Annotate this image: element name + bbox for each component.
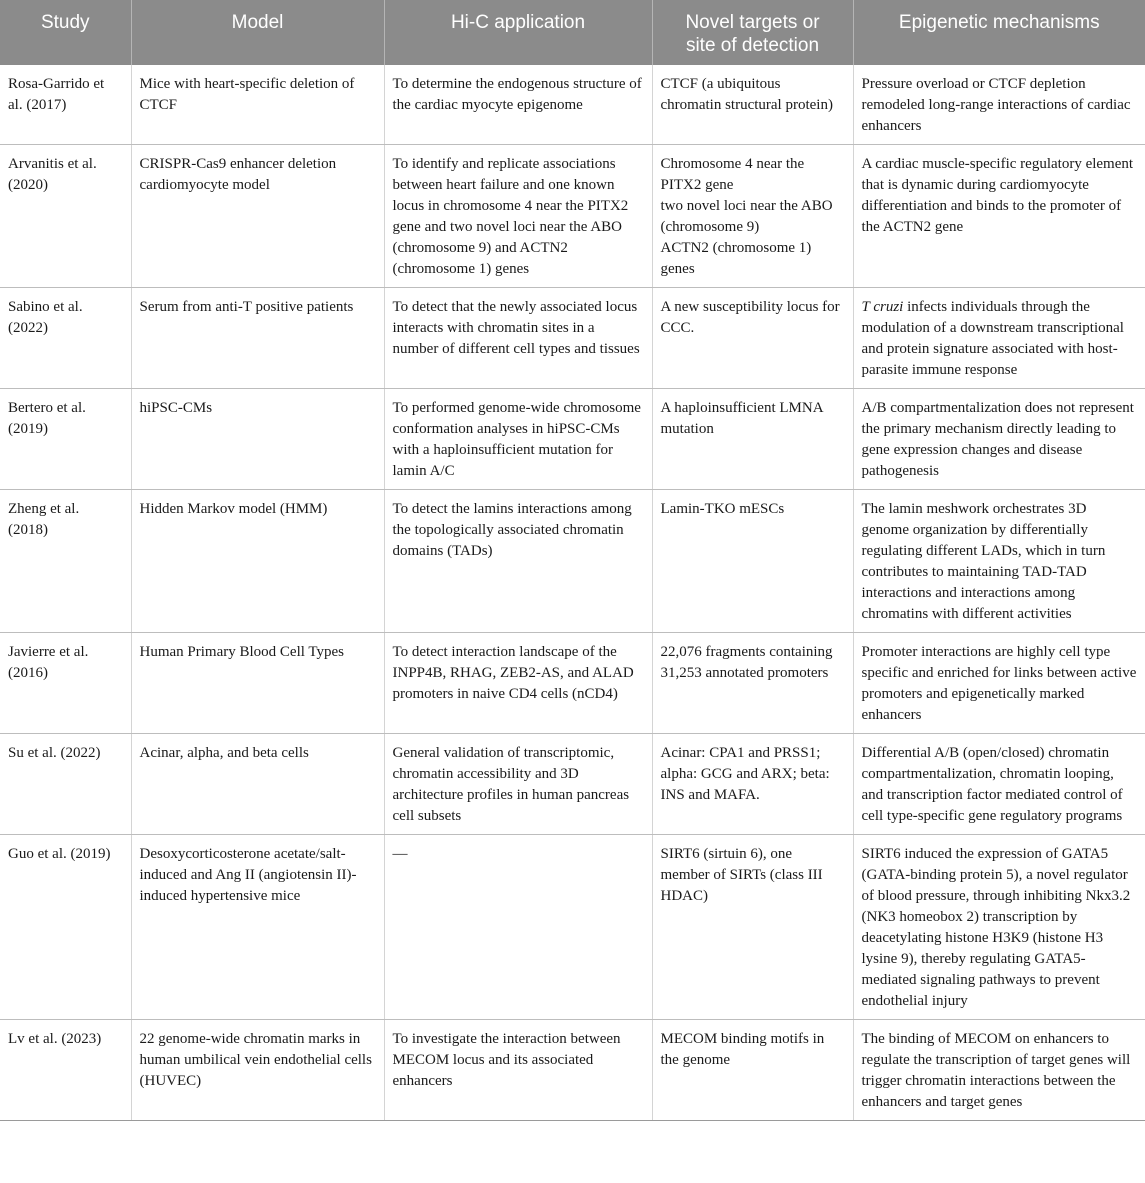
cell-targets: [652, 1020, 853, 1121]
cell-model: 22 genome-wide chromatin marks in human umbilical vein endothelial cells (HUVEC): [131, 1020, 384, 1121]
target-line: Acinar: CPA1 and PRSS1; alpha: GCG and ARX; beta: INS and MAFA.: [660, 745, 830, 803]
table-row: [0, 734, 1145, 835]
target-line: 22,076 fragments containing 31,253 annotated promoters: [660, 644, 833, 681]
cell-study: Rosa-Garrido et al. (2017): [0, 65, 131, 145]
cell-mechanisms: Promoter interactions are highly cell type specific and enriched for links between active promoters and epigenetically marked enhancers: [853, 633, 1145, 734]
header-epigenetic-mechanisms: Epigenetic mechanisms: [853, 0, 1145, 65]
header-novel-targets: [652, 0, 853, 65]
cell-mechanisms: Pressure overload or CTCF depletion remodeled long-range interactions of cardiac enhancers: [853, 65, 1145, 145]
cell-study: Su et al. (2022): [0, 734, 131, 835]
cell-application: To performed genome-wide chromosome conformation analyses in hiPSC-CMs with a haploinsufficient mutation for lamin A/C: [384, 389, 652, 490]
cell-targets: [652, 145, 853, 288]
table-row: [0, 1020, 1145, 1121]
cell-model: Mice with heart-specific deletion of CTCF: [131, 65, 384, 145]
target-line: SIRT6 (sirtuin 6), one member of SIRTs (class III HDAC): [660, 846, 823, 904]
header-hic-application: Hi-C application: [384, 0, 652, 65]
table-row: [0, 633, 1145, 734]
table-row: [0, 65, 1145, 145]
header-model: Model: [131, 0, 384, 65]
table-row: [0, 288, 1145, 389]
cell-targets: [652, 288, 853, 389]
target-line: two novel loci near the ABO (chromosome 9): [660, 198, 833, 235]
cell-model: Acinar, alpha, and beta cells: [131, 734, 384, 835]
cell-mechanisms: The lamin meshwork orchestrates 3D genome organization by differentially regulating different LADs, which in turn contributes to maintaining TAD-TAD interactions and interactions among chromatins with different activities: [853, 490, 1145, 633]
cell-mechanisms: SIRT6 induced the expression of GATA5 (GATA-binding protein 5), a novel regulator of blood pressure, through inhibiting Nkx3.2 (NK3 homeobox 2) transcription by deacetylating histone H3K9 (histone H3 lysine 9), thereby regulating GATA5-mediated signaling pathways to prevent endothelial injury: [853, 835, 1145, 1020]
cell-application: General validation of transcriptomic, chromatin accessibility and 3D architecture profiles in human pancreas cell subsets: [384, 734, 652, 835]
cell-model: Hidden Markov model (HMM): [131, 490, 384, 633]
cell-targets: [652, 835, 853, 1020]
cell-mechanisms: The binding of MECOM on enhancers to regulate the transcription of target genes will trigger chromatin interactions between the enhancers and target genes: [853, 1020, 1145, 1121]
cell-study: Bertero et al. (2019): [0, 389, 131, 490]
mechanism-text: infects individuals through the modulation of a downstream transcriptional and protein signature associated with host-parasite immune response: [861, 299, 1124, 378]
cell-study: Zheng et al. (2018): [0, 490, 131, 633]
species-name: T cruzi: [861, 299, 904, 315]
cell-model: CRISPR-Cas9 enhancer deletion cardiomyocyte model: [131, 145, 384, 288]
cell-mechanisms: Differential A/B (open/closed) chromatin compartmentalization, chromatin looping, and transcription factor mediated control of cell type-specific gene regulatory programs: [853, 734, 1145, 835]
target-line: MECOM binding motifs in the genome: [660, 1031, 825, 1068]
cell-model: hiPSC-CMs: [131, 389, 384, 490]
target-line: ACTN2 (chromosome 1) genes: [660, 240, 812, 277]
cell-application: To detect interaction landscape of the INPP4B, RHAG, ZEB2-AS, and ALAD promoters in naive CD4 cells (nCD4): [384, 633, 652, 734]
cell-model: Human Primary Blood Cell Types: [131, 633, 384, 734]
cell-targets: [652, 389, 853, 490]
header-novel-targets-line: site of detection: [685, 35, 820, 56]
cell-targets: [652, 65, 853, 145]
target-line: Lamin-TKO mESCs: [660, 501, 785, 517]
cell-mechanisms: [853, 288, 1145, 389]
cell-application: —: [384, 835, 652, 1020]
table-row: [0, 145, 1145, 288]
cell-study: Lv et al. (2023): [0, 1020, 131, 1121]
cell-application: To detect that the newly associated locus interacts with chromatin sites in a number of different cell types and tissues: [384, 288, 652, 389]
header-study: Study: [0, 0, 131, 65]
cell-study: Guo et al. (2019): [0, 835, 131, 1020]
header-row: [0, 0, 1145, 65]
cell-model: Desoxycorticosterone acetate/salt-induced and Ang II (angiotensin II)-induced hypertensive mice: [131, 835, 384, 1020]
table-row: [0, 835, 1145, 1020]
cell-study: Javierre et al. (2016): [0, 633, 131, 734]
header-novel-targets-line: Novel targets or: [685, 12, 820, 33]
table-row: [0, 389, 1145, 490]
target-line: CTCF (a ubiquitous chromatin structural protein): [660, 76, 833, 113]
cell-mechanisms: A/B compartmentalization does not represent the primary mechanism directly leading to gene expression changes and disease pathogenesis: [853, 389, 1145, 490]
target-line: A haploinsufficient LMNA mutation: [660, 400, 823, 437]
cell-mechanisms: A cardiac muscle-specific regulatory element that is dynamic during cardiomyocyte differentiation and binds to the promoter of the ACTN2 gene: [853, 145, 1145, 288]
table-row: [0, 490, 1145, 633]
cell-targets: [652, 734, 853, 835]
cell-targets: [652, 633, 853, 734]
cell-study: Sabino et al. (2022): [0, 288, 131, 389]
cell-application: To detect the lamins interactions among the topologically associated chromatin domains (TADs): [384, 490, 652, 633]
cell-application: To identify and replicate associations between heart failure and one known locus in chromosome 4 near the PITX2 gene and two novel loci near the ABO (chromosome 9) and ACTN2 (chromosome 1) genes: [384, 145, 652, 288]
target-line: Chromosome 4 near the PITX2 gene: [660, 156, 805, 193]
cell-application: To determine the endogenous structure of the cardiac myocyte epigenome: [384, 65, 652, 145]
target-line: A new susceptibility locus for CCC.: [660, 299, 840, 336]
cell-model: Serum from anti-T positive patients: [131, 288, 384, 389]
cell-application: To investigate the interaction between MECOM locus and its associated enhancers: [384, 1020, 652, 1121]
cell-study: Arvanitis et al. (2020): [0, 145, 131, 288]
cell-targets: [652, 490, 853, 633]
